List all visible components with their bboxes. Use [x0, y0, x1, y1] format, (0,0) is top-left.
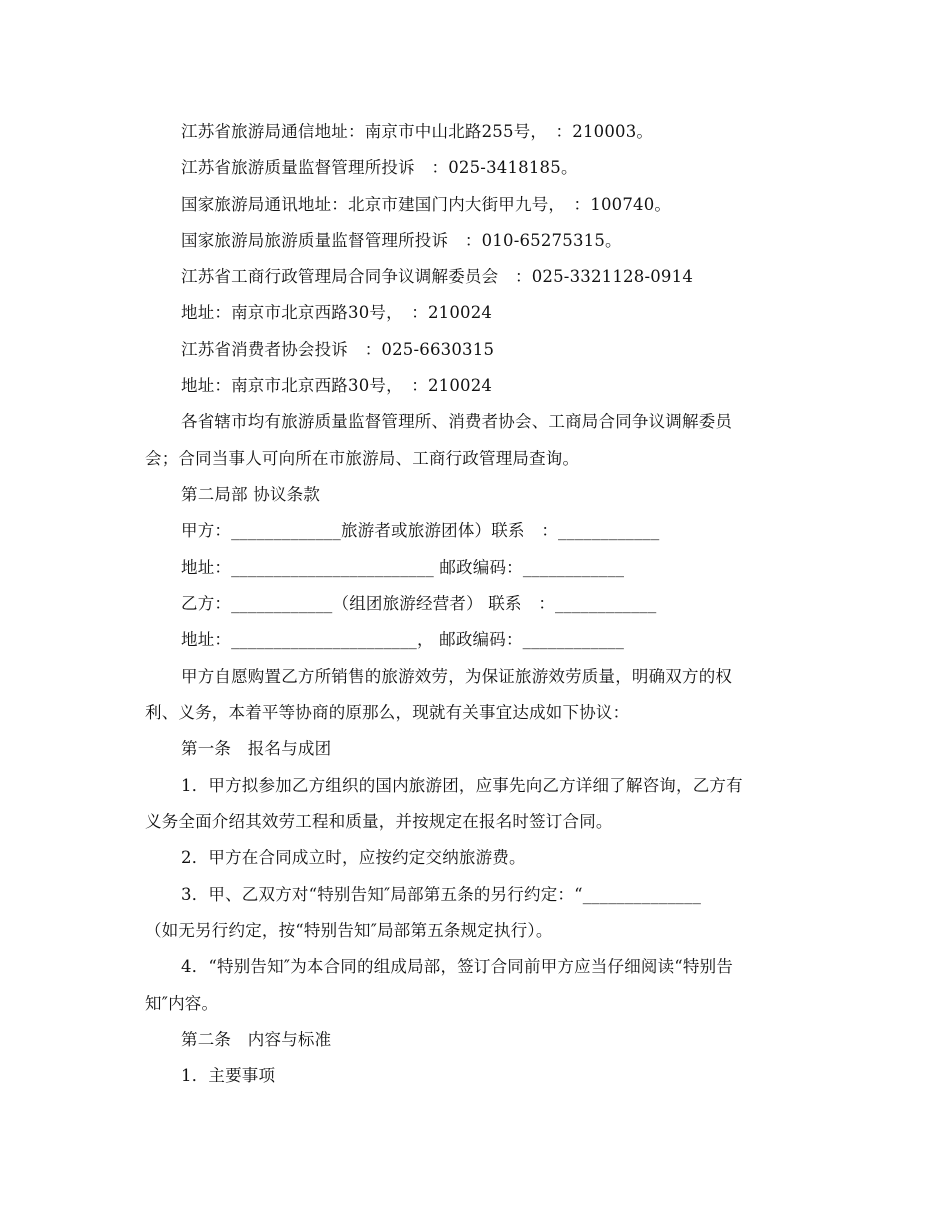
text-line: 国家旅游局通讯地址：北京市建国门内大街甲九号， ：100740。 — [181, 195, 672, 214]
text-line: 利、义务，本着平等协商的原那么，现就有关事宜达成如下协议： — [145, 703, 630, 722]
article-heading: 第二条 内容与标准 — [181, 1030, 332, 1049]
text-line: 4．“特别告知″为本合同的组成局部，签订合同前甲方应当仔细阅读“特别告 — [181, 957, 734, 976]
party-b-line: 乙方：____________（组团旅游经营者） 联系 ：____________ — [181, 594, 657, 613]
article-heading: 第一条 报名与成团 — [181, 739, 332, 758]
text-line: 江苏省旅游局通信地址：南京市中山北路255号， ：210003。 — [181, 122, 654, 141]
text-line: 知″内容。 — [145, 994, 219, 1013]
text-line: 1．甲方拟参加乙方组织的国内旅游团，应事先向乙方详细了解咨询，乙方有 — [181, 776, 743, 795]
text-line: 会；合同当事人可向所在市旅游局、工商行政管理局查询。 — [145, 449, 580, 468]
text-line: 江苏省消费者协会投诉 ：025-6630315 — [181, 340, 495, 359]
text-line: 2．甲方在合同成立时，应按约定交纳旅游费。 — [181, 848, 526, 867]
party-a-line: 甲方：_____________旅游者或旅游团体）联系 ：____________ — [181, 521, 660, 540]
section-heading: 第二局部 协议条款 — [181, 485, 321, 504]
text-line: 1．主要事项 — [181, 1066, 276, 1085]
text-line: 各省辖市均有旅游质量监督管理所、消费者协会、工商局合同争议调解委员 — [181, 412, 733, 431]
text-line: 义务全面介绍其效劳工程和质量，并按规定在报名时签订合同。 — [145, 812, 613, 831]
party-a-address-line: 地址：________________________ 邮政编码：____________ — [181, 558, 625, 577]
text-line: 地址：南京市北京西路30号， ：210024 — [181, 303, 493, 322]
text-line: （如无另行约定，按“特别告知″局部第五条规定执行）。 — [145, 921, 553, 940]
text-line: 江苏省工商行政管理局合同争议调解委员会 ：025-3321128-0914 — [181, 267, 694, 286]
party-b-address-line: 地址：______________________， 邮政编码：____________ — [181, 630, 625, 649]
text-line: 3．甲、乙双方对“特别告知″局部第五条的另行约定：“______________ — [181, 885, 702, 904]
text-line: 国家旅游局旅游质量监督管理所投诉 ：010-65275315。 — [181, 231, 622, 250]
text-line: 地址：南京市北京西路30号， ：210024 — [181, 376, 493, 395]
text-line: 甲方自愿购置乙方所销售的旅游效劳，为保证旅游效劳质量，明确双方的权 — [181, 667, 733, 686]
text-line: 江苏省旅游质量监督管理所投诉 ：025-3418185。 — [181, 158, 578, 177]
